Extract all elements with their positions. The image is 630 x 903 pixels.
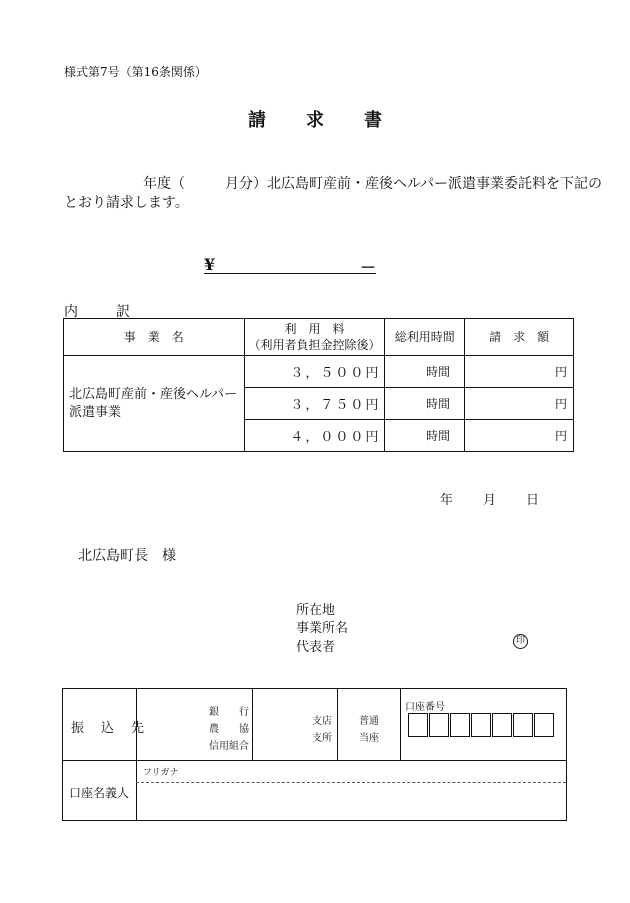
branch-type-shiten: 支店 <box>312 716 332 727</box>
header-fee-line1: 利 用 料 <box>284 322 345 336</box>
bank-type-bank: 銀 行 <box>209 707 249 718</box>
header-fee <box>244 319 385 356</box>
addressee <box>78 545 176 565</box>
representative-label: 代表者 <box>296 640 336 655</box>
account-number-box[interactable] <box>534 713 554 737</box>
bank-transfer-table <box>62 688 567 821</box>
addressee-name: 北広島町長 <box>78 548 148 564</box>
price-cell: ３，５００円 <box>244 356 385 388</box>
account-number-box[interactable] <box>408 713 428 737</box>
intro-nendo: 年度（ <box>143 176 185 192</box>
account-number-box[interactable] <box>450 713 470 737</box>
price-cell: ４，０００円 <box>244 420 385 452</box>
title-char: 書 <box>364 110 382 131</box>
table-row <box>64 356 574 388</box>
amount-dash: － <box>359 258 376 277</box>
seal-mark: 印 <box>513 634 528 649</box>
addressee-honorific: 様 <box>162 548 176 564</box>
intro-line-1 <box>143 173 602 193</box>
table-header-row <box>64 319 574 356</box>
transfer-label: 振 込 先 <box>71 721 147 736</box>
hours-cell[interactable]: 時間 <box>385 356 465 388</box>
date-day: 日 <box>526 493 540 508</box>
date-year: 年 <box>440 493 454 508</box>
claim-cell[interactable]: 円 <box>465 356 574 388</box>
document-title <box>0 106 630 132</box>
claim-cell[interactable]: 円 <box>465 420 574 452</box>
header-total-hours: 総利用時間 <box>385 319 465 356</box>
branch-type-shisho: 支所 <box>312 733 332 744</box>
bank-type-nokyo: 農 協 <box>209 724 249 735</box>
yen-sign: ¥ <box>204 255 216 274</box>
account-type-current[interactable]: 当座 <box>359 733 379 744</box>
account-number-box[interactable] <box>429 713 449 737</box>
breakdown-table <box>63 318 574 452</box>
account-type-ordinary[interactable]: 普通 <box>359 716 379 727</box>
header-fee-line2: （利用者負担金控除後） <box>248 338 381 352</box>
title-char: 求 <box>306 110 324 131</box>
account-number-box[interactable] <box>513 713 533 737</box>
form-number: 様式第7号（第16条関係） <box>64 65 207 79</box>
address-label: 所在地 <box>296 603 336 618</box>
header-claim-amount: 請 求 額 <box>465 319 574 356</box>
amount-field[interactable] <box>204 255 376 277</box>
account-number-label: 口座番号 <box>405 702 445 713</box>
date-line[interactable] <box>440 489 539 508</box>
title-char: 請 <box>248 110 266 131</box>
account-number-box[interactable] <box>471 713 491 737</box>
account-holder-label: 口座名義人 <box>69 786 130 800</box>
office-name-label: 事業所名 <box>296 621 349 636</box>
breakdown-heading: 内 訳 <box>64 304 142 320</box>
hours-cell[interactable]: 時間 <box>385 388 465 420</box>
intro-line-2: とおり請求します。 <box>64 195 189 211</box>
account-number-box[interactable] <box>492 713 512 737</box>
furigana-label: フリガナ <box>143 768 179 778</box>
header-business-name: 事 業 名 <box>64 319 245 356</box>
business-name-cell: 北広島町産前・産後ヘルパー派遣事業 <box>64 356 245 452</box>
intro-rest: 月分）北広島町産前・産後ヘルパー派遣事業委託料を下記の <box>225 176 603 192</box>
claim-cell[interactable]: 円 <box>465 388 574 420</box>
bank-type-credit-union: 信用組合 <box>209 741 249 752</box>
hours-cell[interactable]: 時間 <box>385 420 465 452</box>
date-month: 月 <box>483 493 497 508</box>
price-cell: ３，７５０円 <box>244 388 385 420</box>
